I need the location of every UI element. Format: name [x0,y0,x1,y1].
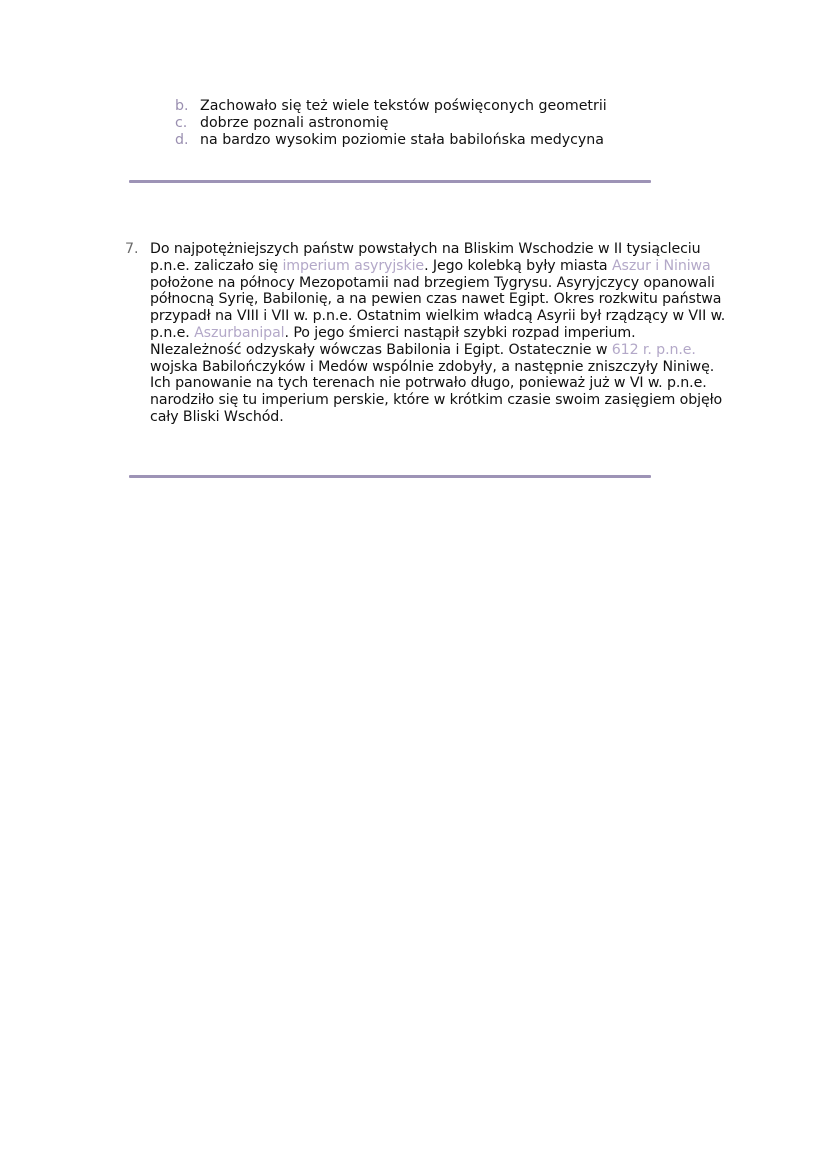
answer-text: na bardzo wysokim poziomie stała babilońska medycyna [200,132,604,148]
answer-list [175,98,735,149]
answer-letter: b. [175,98,189,114]
section-divider [129,180,651,183]
answer-item-d [175,132,735,149]
highlighted-term: Aszur i Niniwa [611,257,711,274]
paragraph-text: . Jego kolebką były miasta [424,257,612,274]
paragraph-text: wojska Babilończyków i Medów wspólnie zdobyły, a następnie zniszczyły Niniwę. Ich panowanie na tych terenach nie potrwało długo, ponieważ już w VI w. p.n.e. narodziło się tu imperium perskie, które w krótkim czasie swoim zasięgiem objęło cały Bliski Wschód. [150,358,723,425]
answer-item-c [175,115,735,132]
paragraph-text: położone na północy Mezopotamii nad brzegiem Tygrysu. Asyryjczycy opanowali północną Syrię, Babilonię, a na pewien czas nawet Egipt. Okres rozkwitu państwa przypadł na VIII i VII w. p.n.e. Ostatnim wielkim władcą Asyrii był rządzący w VII w. p.n.e. [150,274,726,341]
answer-text: dobrze poznali astronomię [200,115,389,131]
question-paragraph [150,241,728,426]
highlighted-term: Aszurbanipal [194,324,285,341]
highlighted-term: 612 r. p.n.e. [611,341,696,358]
answer-letter: d. [175,132,189,148]
answer-letter: c. [175,115,188,131]
paragraph-text: . Po jego śmierci nastąpił szybki rozpad imperium. NIezależność odzyskały wówczas Babilonia i Egipt. Ostatecznie w [150,324,636,358]
section-divider [129,475,651,478]
highlighted-term: imperium asyryjskie [282,257,425,274]
question-number: 7. [125,241,139,257]
answer-text: Zachowało się też wiele tekstów poświęconych geometrii [200,98,607,114]
answer-item-b [175,98,735,115]
paragraph-text: Do najpotężniejszych państw powstałych na Bliskim Wschodzie w II tysiącleciu p.n.e. zaliczało się [150,241,701,274]
